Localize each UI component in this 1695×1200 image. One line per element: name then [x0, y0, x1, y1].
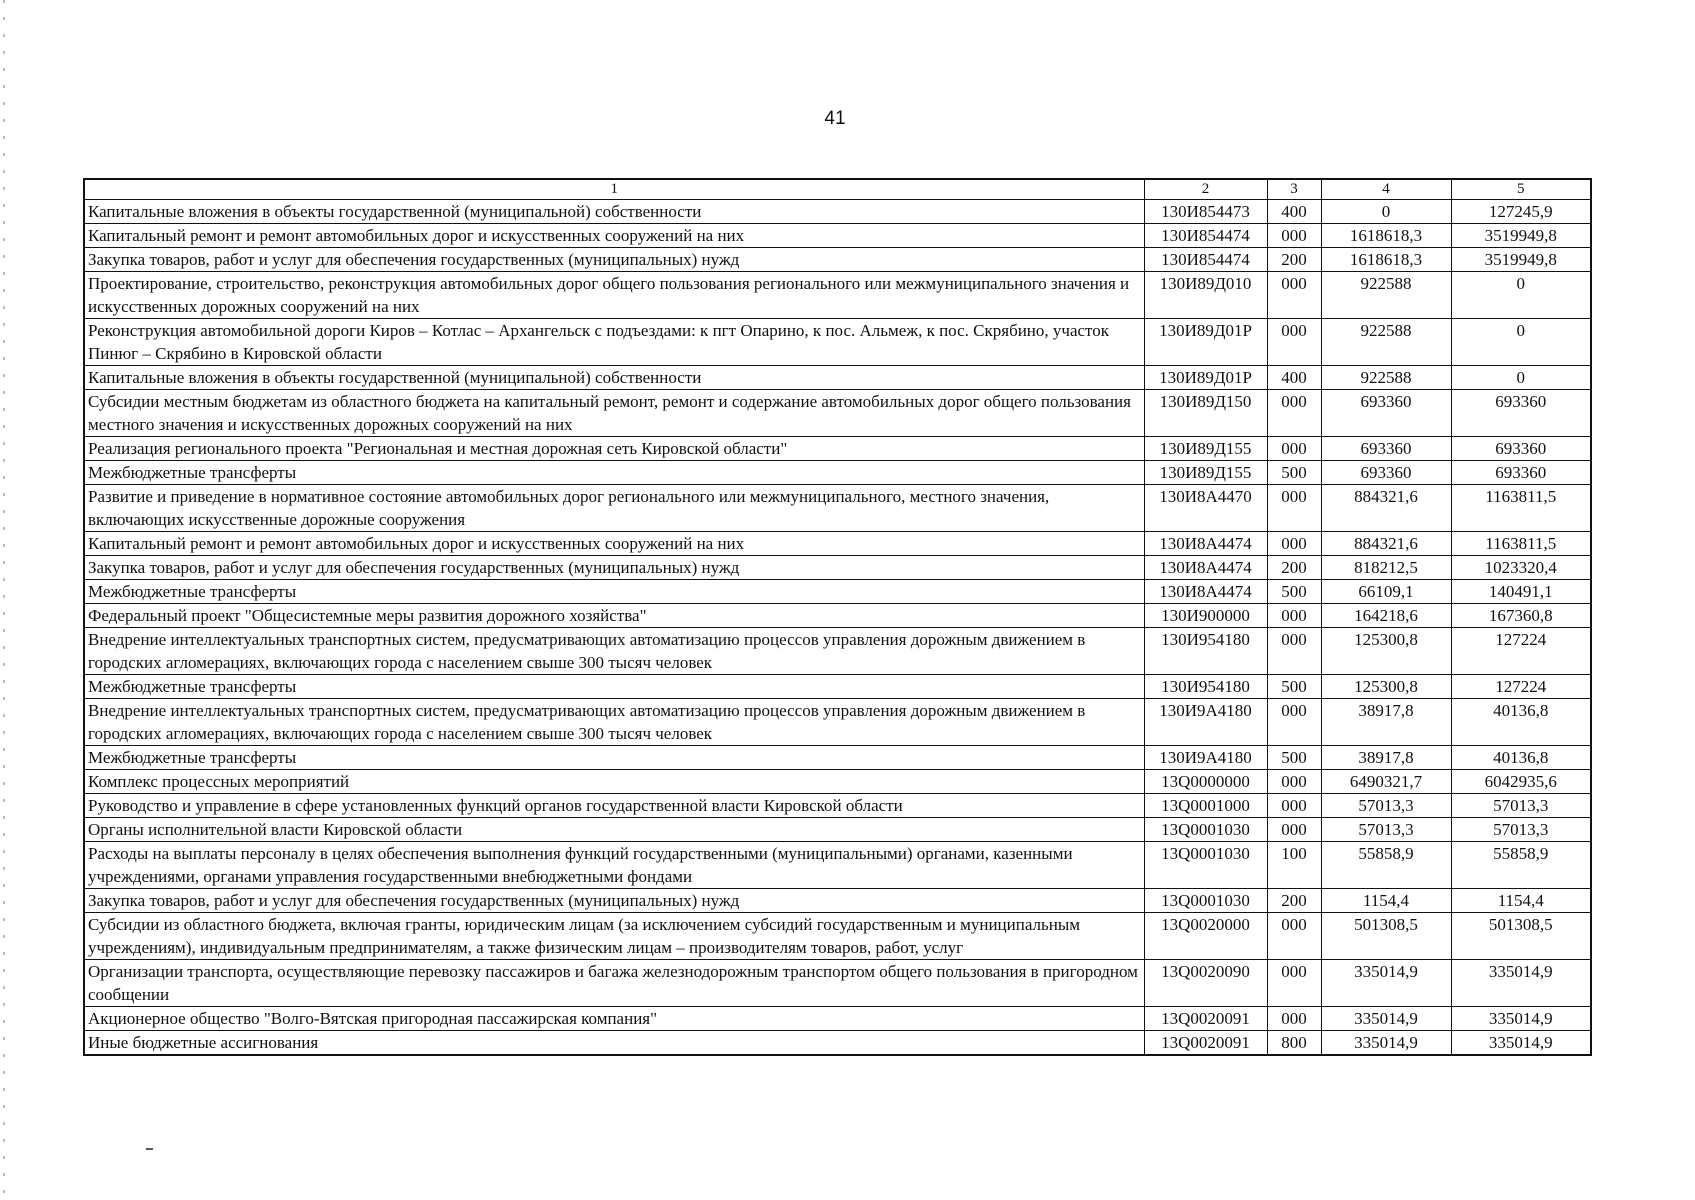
row-code-cell: 130И89Д01Р [1144, 366, 1267, 390]
row-value-col4-cell: 922588 [1321, 366, 1451, 390]
table-row [84, 960, 1591, 1007]
row-value-col5-cell: 335014,9 [1451, 1007, 1591, 1031]
row-type-cell: 000 [1267, 272, 1321, 319]
row-value-col4-cell: 125300,8 [1321, 675, 1451, 699]
table-row [84, 580, 1591, 604]
row-value-col5-cell: 127224 [1451, 628, 1591, 675]
row-value-col5-cell: 127224 [1451, 675, 1591, 699]
header-col-3: 3 [1267, 179, 1321, 200]
row-name-cell: Капитальные вложения в объекты государственной (муниципальной) собственности [84, 200, 1144, 224]
row-value-col4-cell: 922588 [1321, 272, 1451, 319]
table-row [84, 485, 1591, 532]
row-value-col4-cell: 1618618,3 [1321, 248, 1451, 272]
row-value-col5-cell: 57013,3 [1451, 794, 1591, 818]
table-row [84, 248, 1591, 272]
row-type-cell: 500 [1267, 580, 1321, 604]
row-value-col4-cell: 1154,4 [1321, 889, 1451, 913]
row-value-col4-cell: 335014,9 [1321, 960, 1451, 1007]
row-type-cell: 000 [1267, 390, 1321, 437]
row-value-col5-cell: 140491,1 [1451, 580, 1591, 604]
row-value-col5-cell: 6042935,6 [1451, 770, 1591, 794]
header-col-4: 4 [1321, 179, 1451, 200]
row-name-cell: Организации транспорта, осуществляющие перевозку пассажиров и багажа железнодорожным транспортом общего пользования в пригородном сообщении [84, 960, 1144, 1007]
row-value-col5-cell: 127245,9 [1451, 200, 1591, 224]
row-type-cell: 200 [1267, 248, 1321, 272]
row-value-col4-cell: 693360 [1321, 390, 1451, 437]
table-row [84, 818, 1591, 842]
row-value-col5-cell: 40136,8 [1451, 746, 1591, 770]
row-type-cell: 000 [1267, 818, 1321, 842]
table-row [84, 770, 1591, 794]
row-code-cell: 130И9А4180 [1144, 746, 1267, 770]
stray-mark [146, 1148, 153, 1150]
row-type-cell: 000 [1267, 485, 1321, 532]
row-type-cell: 000 [1267, 319, 1321, 366]
row-value-col4-cell: 335014,9 [1321, 1007, 1451, 1031]
row-code-cell: 13Q0001030 [1144, 818, 1267, 842]
row-code-cell: 130И8А4474 [1144, 556, 1267, 580]
row-value-col5-cell: 1163811,5 [1451, 485, 1591, 532]
row-name-cell: Федеральный проект "Общесистемные меры развития дорожного хозяйства" [84, 604, 1144, 628]
table-row [84, 1007, 1591, 1031]
row-type-cell: 800 [1267, 1031, 1321, 1056]
row-value-col4-cell: 884321,6 [1321, 532, 1451, 556]
table-row [84, 556, 1591, 580]
row-value-col5-cell: 40136,8 [1451, 699, 1591, 746]
table-row [84, 628, 1591, 675]
table-row [84, 272, 1591, 319]
row-value-col4-cell: 38917,8 [1321, 746, 1451, 770]
table-row [84, 224, 1591, 248]
row-type-cell: 500 [1267, 675, 1321, 699]
row-name-cell: Расходы на выплаты персоналу в целях обеспечения выполнения функций государственными (муниципальными) органами, казенными учреждениями, органами управления государственными внебюджетными фондами [84, 842, 1144, 889]
row-type-cell: 400 [1267, 366, 1321, 390]
row-name-cell: Межбюджетные трансферты [84, 461, 1144, 485]
row-code-cell: 13Q0000000 [1144, 770, 1267, 794]
table-row [84, 889, 1591, 913]
row-type-cell: 500 [1267, 461, 1321, 485]
row-name-cell: Развитие и приведение в нормативное состояние автомобильных дорог регионального или межмуниципального, местного значения, включающих искусственные дорожные сооружения [84, 485, 1144, 532]
row-value-col4-cell: 501308,5 [1321, 913, 1451, 960]
row-value-col4-cell: 125300,8 [1321, 628, 1451, 675]
row-name-cell: Капитальный ремонт и ремонт автомобильных дорог и искусственных сооружений на них [84, 224, 1144, 248]
header-col-1: 1 [84, 179, 1144, 200]
row-code-cell: 13Q0020091 [1144, 1007, 1267, 1031]
row-value-col5-cell: 0 [1451, 319, 1591, 366]
row-name-cell: Субсидии местным бюджетам из областного бюджета на капитальный ремонт, ремонт и содержание автомобильных дорог общего пользования местного значения и искусственных дорожных сооружений на них [84, 390, 1144, 437]
row-type-cell: 000 [1267, 794, 1321, 818]
table-row [84, 461, 1591, 485]
row-code-cell: 130И854474 [1144, 248, 1267, 272]
table-row [84, 319, 1591, 366]
table-row [84, 200, 1591, 224]
row-value-col5-cell: 1023320,4 [1451, 556, 1591, 580]
row-value-col5-cell: 57013,3 [1451, 818, 1591, 842]
table-row [84, 675, 1591, 699]
row-type-cell: 000 [1267, 913, 1321, 960]
row-name-cell: Межбюджетные трансферты [84, 580, 1144, 604]
row-type-cell: 000 [1267, 1007, 1321, 1031]
row-name-cell: Внедрение интеллектуальных транспортных систем, предусматривающих автоматизацию процессов управления дорожным движением в городских агломерациях, включающих города с населением свыше 300 тысяч человек [84, 699, 1144, 746]
row-value-col4-cell: 693360 [1321, 461, 1451, 485]
row-value-col5-cell: 693360 [1451, 390, 1591, 437]
row-name-cell: Органы исполнительной власти Кировской области [84, 818, 1144, 842]
row-name-cell: Руководство и управление в сфере установленных функций органов государственной власти Кировской области [84, 794, 1144, 818]
row-value-col4-cell: 57013,3 [1321, 794, 1451, 818]
row-type-cell: 500 [1267, 746, 1321, 770]
row-code-cell: 130И89Д150 [1144, 390, 1267, 437]
row-value-col5-cell: 335014,9 [1451, 1031, 1591, 1056]
header-col-2: 2 [1144, 179, 1267, 200]
row-code-cell: 130И9А4180 [1144, 699, 1267, 746]
table-row [84, 532, 1591, 556]
row-code-cell: 130И854474 [1144, 224, 1267, 248]
row-name-cell: Капитальный ремонт и ремонт автомобильных дорог и искусственных сооружений на них [84, 532, 1144, 556]
row-code-cell: 13Q0020090 [1144, 960, 1267, 1007]
row-value-col5-cell: 55858,9 [1451, 842, 1591, 889]
row-value-col4-cell: 66109,1 [1321, 580, 1451, 604]
row-value-col4-cell: 818212,5 [1321, 556, 1451, 580]
page-number: 41 [824, 108, 846, 129]
row-value-col4-cell: 57013,3 [1321, 818, 1451, 842]
row-value-col5-cell: 693360 [1451, 461, 1591, 485]
row-type-cell: 000 [1267, 224, 1321, 248]
table-row [84, 794, 1591, 818]
table-row [84, 604, 1591, 628]
row-type-cell: 200 [1267, 889, 1321, 913]
row-code-cell: 13Q0001000 [1144, 794, 1267, 818]
row-name-cell: Иные бюджетные ассигнования [84, 1031, 1144, 1056]
budget-table [83, 178, 1592, 1056]
table-row [84, 1031, 1591, 1056]
row-value-col4-cell: 6490321,7 [1321, 770, 1451, 794]
row-name-cell: Внедрение интеллектуальных транспортных систем, предусматривающих автоматизацию процессов управления дорожным движением в городских агломерациях, включающих города с населением свыше 300 тысяч человек [84, 628, 1144, 675]
row-code-cell: 130И954180 [1144, 628, 1267, 675]
row-value-col4-cell: 55858,9 [1321, 842, 1451, 889]
table-row [84, 913, 1591, 960]
row-value-col4-cell: 164218,6 [1321, 604, 1451, 628]
row-type-cell: 200 [1267, 556, 1321, 580]
row-value-col5-cell: 0 [1451, 366, 1591, 390]
row-name-cell: Закупка товаров, работ и услуг для обеспечения государственных (муниципальных) нужд [84, 556, 1144, 580]
row-value-col4-cell: 0 [1321, 200, 1451, 224]
row-code-cell: 130И8А4474 [1144, 532, 1267, 556]
row-code-cell: 130И854473 [1144, 200, 1267, 224]
row-value-col4-cell: 884321,6 [1321, 485, 1451, 532]
row-code-cell: 130И89Д01Р [1144, 319, 1267, 366]
row-name-cell: Межбюджетные трансферты [84, 746, 1144, 770]
row-value-col5-cell: 0 [1451, 272, 1591, 319]
row-value-col5-cell: 167360,8 [1451, 604, 1591, 628]
row-value-col4-cell: 922588 [1321, 319, 1451, 366]
header-col-5: 5 [1451, 179, 1591, 200]
table-row [84, 699, 1591, 746]
row-code-cell: 130И89Д010 [1144, 272, 1267, 319]
row-value-col5-cell: 3519949,8 [1451, 248, 1591, 272]
row-name-cell: Реконструкция автомобильной дороги Киров – Котлас – Архангельск с подъездами: к пгт Опарино, к пос. Альмеж, к пос. Скрябино, участок Пинюг – Скрябино в Кировской области [84, 319, 1144, 366]
row-type-cell: 000 [1267, 604, 1321, 628]
table-row [84, 366, 1591, 390]
row-value-col5-cell: 335014,9 [1451, 960, 1591, 1007]
row-code-cell: 13Q0020000 [1144, 913, 1267, 960]
row-code-cell: 13Q0001030 [1144, 842, 1267, 889]
row-value-col5-cell: 1163811,5 [1451, 532, 1591, 556]
row-type-cell: 000 [1267, 437, 1321, 461]
row-name-cell: Акционерное общество "Волго-Вятская пригородная пассажирская компания" [84, 1007, 1144, 1031]
row-type-cell: 000 [1267, 699, 1321, 746]
row-name-cell: Межбюджетные трансферты [84, 675, 1144, 699]
row-code-cell: 130И89Д155 [1144, 437, 1267, 461]
scan-edge-marks [3, 0, 5, 1200]
row-type-cell: 000 [1267, 628, 1321, 675]
row-type-cell: 000 [1267, 960, 1321, 1007]
table-row [84, 842, 1591, 889]
row-code-cell: 13Q0020091 [1144, 1031, 1267, 1056]
row-type-cell: 000 [1267, 770, 1321, 794]
row-name-cell: Закупка товаров, работ и услуг для обеспечения государственных (муниципальных) нужд [84, 889, 1144, 913]
row-code-cell: 130И89Д155 [1144, 461, 1267, 485]
row-value-col4-cell: 335014,9 [1321, 1031, 1451, 1056]
row-code-cell: 13Q0001030 [1144, 889, 1267, 913]
row-value-col4-cell: 693360 [1321, 437, 1451, 461]
table-body [84, 200, 1591, 1056]
row-value-col4-cell: 1618618,3 [1321, 224, 1451, 248]
budget-table-container [83, 178, 1590, 1056]
row-code-cell: 130И900000 [1144, 604, 1267, 628]
row-name-cell: Капитальные вложения в объекты государственной (муниципальной) собственности [84, 366, 1144, 390]
row-code-cell: 130И8А4474 [1144, 580, 1267, 604]
row-code-cell: 130И8А4470 [1144, 485, 1267, 532]
row-name-cell: Комплекс процессных мероприятий [84, 770, 1144, 794]
row-value-col5-cell: 3519949,8 [1451, 224, 1591, 248]
table-row [84, 390, 1591, 437]
header-row [84, 179, 1591, 200]
row-value-col5-cell: 1154,4 [1451, 889, 1591, 913]
row-value-col5-cell: 693360 [1451, 437, 1591, 461]
table-row [84, 746, 1591, 770]
row-name-cell: Субсидии из областного бюджета, включая гранты, юридическим лицам (за исключением субсидий государственным и муниципальным учреждениям), индивидуальным предпринимателям, а также физическим лицам – производителям товаров, работ, услуг [84, 913, 1144, 960]
row-type-cell: 000 [1267, 532, 1321, 556]
row-name-cell: Реализация регионального проекта "Региональная и местная дорожная сеть Кировской области" [84, 437, 1144, 461]
row-name-cell: Закупка товаров, работ и услуг для обеспечения государственных (муниципальных) нужд [84, 248, 1144, 272]
row-value-col4-cell: 38917,8 [1321, 699, 1451, 746]
row-value-col5-cell: 501308,5 [1451, 913, 1591, 960]
row-code-cell: 130И954180 [1144, 675, 1267, 699]
row-type-cell: 400 [1267, 200, 1321, 224]
table-row [84, 437, 1591, 461]
row-type-cell: 100 [1267, 842, 1321, 889]
row-name-cell: Проектирование, строительство, реконструкция автомобильных дорог общего пользования регионального или межмуниципального значения и искусственных дорожных сооружений на них [84, 272, 1144, 319]
